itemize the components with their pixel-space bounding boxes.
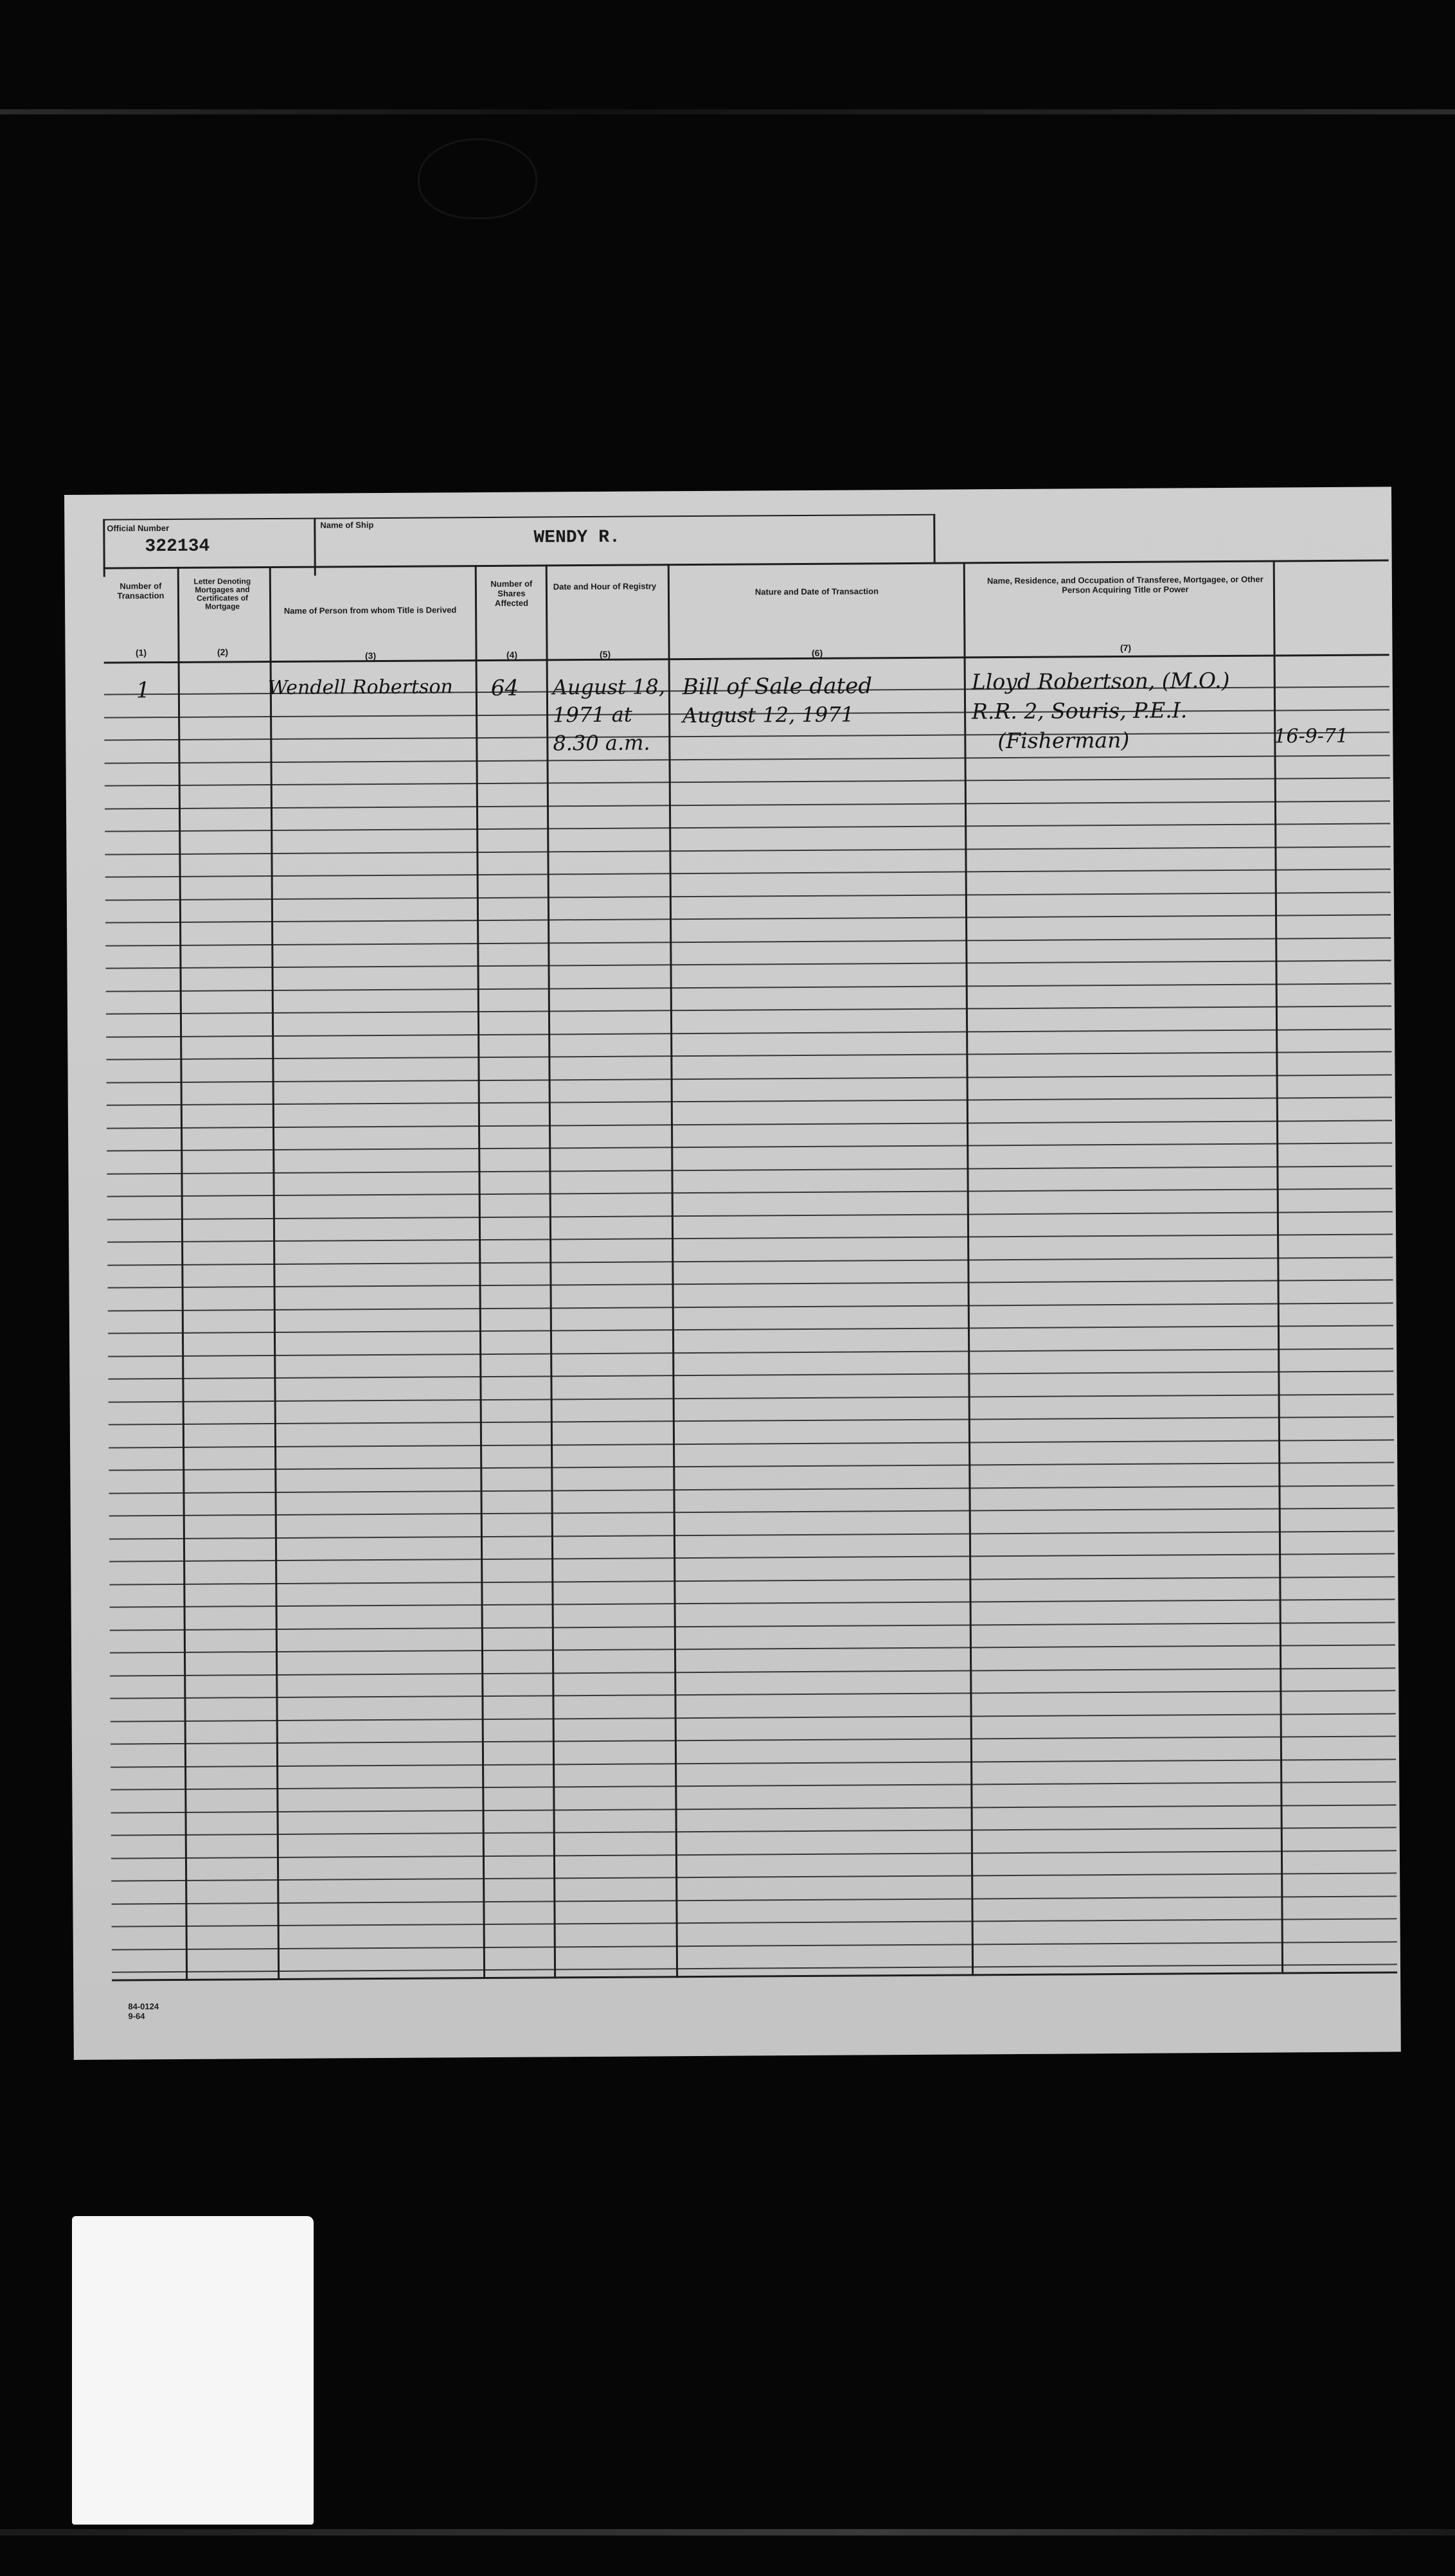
ruled-line: [110, 1598, 1395, 1607]
ruled-line: [105, 868, 1391, 877]
ruled-line: [111, 1735, 1396, 1744]
col5-header: Date and Hour of Registry: [553, 581, 657, 592]
col6-number: (6): [811, 647, 823, 658]
ruled-line: [105, 777, 1390, 786]
ruled-line: [107, 1257, 1393, 1266]
register-page: [64, 487, 1401, 2060]
col7-header: Name, Residence, and Occupation of Transferee, Mortgagee, or Other Person Acquiring Title or Power: [986, 574, 1263, 595]
ruled-line: [106, 983, 1391, 992]
top-box-top: [103, 514, 935, 521]
ruled-line: [105, 914, 1391, 923]
ruled-line: [105, 937, 1391, 946]
ship-name-label: Name of Ship: [320, 520, 374, 530]
ruled-line: [107, 1211, 1393, 1220]
ruled-line: [109, 1462, 1394, 1471]
column-divider: [177, 567, 188, 1981]
ruled-line: [111, 1804, 1397, 1813]
entry-title-from: Wendell Robertson: [267, 675, 453, 700]
ruled-line: [108, 1348, 1393, 1357]
ruled-line: [109, 1530, 1395, 1539]
col3-number: (3): [364, 650, 377, 661]
column-divider: [668, 564, 678, 1978]
ruled-line: [105, 891, 1391, 900]
ruled-line: [108, 1370, 1393, 1379]
column-divider: [475, 565, 485, 1979]
ruled-line: [107, 1188, 1393, 1197]
entry-transferee-line2: R.R. 2, Souris, P.E.I.: [971, 697, 1188, 724]
entry-transaction-number: 1: [136, 677, 150, 704]
col6-header: Nature and Date of Transaction: [754, 586, 879, 597]
entry-registry-line3: 8.30 a.m.: [553, 730, 650, 756]
ruled-line: [111, 1758, 1396, 1767]
entry-registry-line2: 1971 at: [552, 702, 632, 728]
official-number: 322134: [145, 536, 210, 557]
ruled-line: [111, 1827, 1397, 1836]
ruled-line: [112, 1963, 1397, 1972]
ruled-line: [110, 1690, 1395, 1699]
top-box-right: [933, 514, 935, 562]
film-edge-top: [0, 109, 1455, 114]
ruled-line: [105, 800, 1390, 809]
ruled-line: [107, 1233, 1393, 1242]
ruled-line: [110, 1622, 1395, 1631]
col5-number: (5): [599, 648, 611, 659]
col7-number: (7): [1120, 642, 1132, 653]
ruled-line: [107, 1142, 1392, 1151]
entry-nature-line2: August 12, 1971: [682, 702, 854, 728]
ruled-line: [109, 1439, 1394, 1448]
ruled-line: [111, 1895, 1397, 1904]
ruled-line: [109, 1485, 1394, 1494]
entry-nature-line1: Bill of Sale dated: [682, 673, 873, 701]
film-edge-bottom: [0, 2529, 1455, 2536]
col3-header: Name of Person from whom Title is Derived: [283, 605, 457, 616]
ship-name: WENDY R.: [533, 527, 620, 548]
ruled-line: [106, 1028, 1391, 1037]
form-code-line1: 84-0124: [128, 2001, 159, 2012]
col4-header: Number of Shares Affected: [490, 578, 533, 608]
ruled-line: [110, 1667, 1395, 1676]
form-code-line2: 9-64: [128, 2011, 145, 2021]
ruled-line: [105, 823, 1390, 832]
ruled-line: [105, 960, 1391, 969]
ruled-line: [108, 1279, 1393, 1288]
column-divider: [546, 564, 556, 1978]
ruled-line: [105, 755, 1390, 764]
ruled-line: [108, 1302, 1393, 1311]
ruled-line: [109, 1507, 1395, 1516]
form-code: [128, 2001, 159, 2021]
ruled-line: [104, 731, 1389, 740]
film-artifact-circle: [418, 138, 537, 219]
col1-header: Number of Transaction: [117, 581, 165, 601]
entry-extra-date: 16-9-71: [1274, 724, 1349, 748]
ruled-line: [111, 1781, 1396, 1790]
ruled-line: [106, 1051, 1391, 1060]
ruled-line: [109, 1393, 1394, 1402]
col2-number: (2): [217, 647, 229, 657]
ruled-line: [109, 1576, 1395, 1585]
column-divider: [963, 562, 974, 1976]
ruled-line: [112, 1918, 1397, 1927]
ruled-line: [107, 1096, 1392, 1105]
ruled-line: [112, 1941, 1397, 1950]
header-top-rule: [103, 559, 1389, 569]
ruled-line: [111, 1850, 1397, 1859]
ruled-line: [111, 1713, 1396, 1722]
grid-bottom-rule: [112, 1971, 1397, 1981]
white-film-block: [72, 2216, 314, 2525]
ruled-line: [105, 846, 1390, 855]
ruled-line: [111, 1872, 1397, 1881]
col1-number: (1): [135, 647, 147, 658]
ruled-line: [109, 1416, 1394, 1425]
column-divider: [1273, 560, 1283, 1974]
col2-header: Letter Denoting Mortgages and Certificates of Mortgage: [193, 577, 251, 611]
entry-registry-line1: August 18,: [552, 674, 666, 700]
ruled-line: [107, 1165, 1392, 1174]
ruled-line: [110, 1644, 1395, 1653]
register-grid: [64, 487, 1391, 495]
official-number-label: Official Number: [107, 523, 170, 533]
column-divider: [269, 566, 280, 1980]
entry-shares: 64: [490, 675, 519, 701]
col4-number: (4): [506, 649, 518, 660]
entry-transferee-line3: (Fisherman): [997, 727, 1130, 754]
entry-transferee-line1: Lloyd Robertson, (M.O.): [971, 667, 1230, 695]
ruled-line: [108, 1325, 1393, 1334]
ruled-line: [109, 1553, 1395, 1562]
ruled-line: [106, 1005, 1391, 1014]
ruled-line: [107, 1074, 1392, 1083]
ruled-line: [107, 1120, 1392, 1129]
